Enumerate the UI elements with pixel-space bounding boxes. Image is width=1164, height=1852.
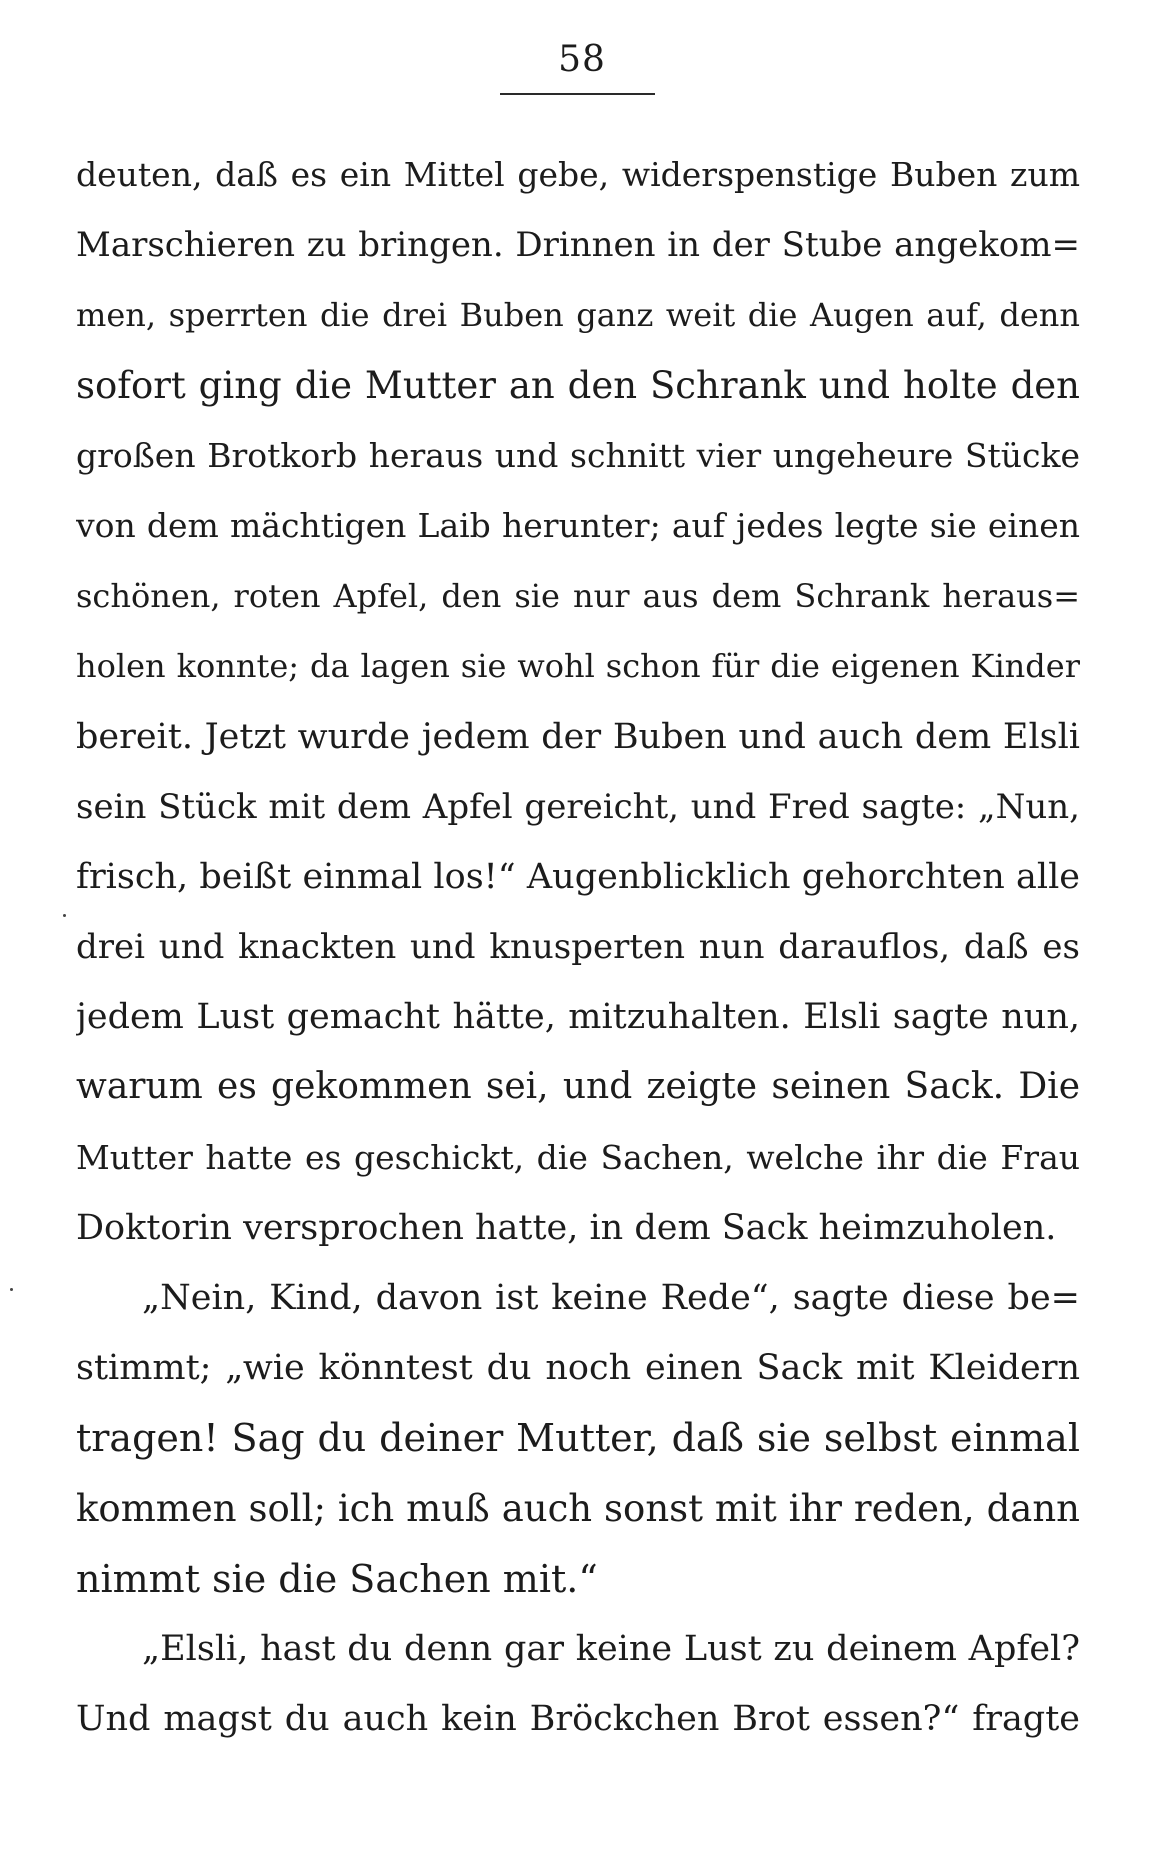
header-rule [500, 93, 655, 95]
text-line: Und magst du auch kein Bröckchen Brot essen?“ fragte [76, 1699, 1080, 1740]
text-line: frisch, beißt einmal los!“ Augenblicklich gehorchten alle [76, 856, 1080, 897]
text-line: sofort ging die Mutter an den Schrank und holte den [76, 363, 1080, 407]
text-line: Doktorin versprochen hatte, in dem Sack heimzuholen. [76, 1207, 1057, 1248]
text-line: deuten, daß es ein Mittel gebe, widerspenstige Buben zum [76, 155, 1080, 194]
text-line: von dem mächtigen Laib herunter; auf jedes legte sie einen [76, 505, 1080, 545]
page-number: 58 [558, 39, 606, 80]
text-line: men, sperrten die drei Buben ganz weit die Augen auf, denn [76, 296, 1080, 335]
text-line: tragen! Sag du deiner Mutter, daß sie selbst einmal [76, 1416, 1080, 1461]
text-line: großen Brotkorb heraus und schnitt vier ungeheure Stücke [76, 435, 1080, 475]
text-line: holen konnte; da lagen sie wohl schon für die eigenen Kinder [76, 647, 1080, 686]
paragraph-first-line: „Nein, Kind, davon ist keine Rede“, sagte diese be= [142, 1278, 1080, 1318]
text-line: Marschieren zu bringen. Drinnen in der Stube angekom= [76, 225, 1080, 266]
text-line: nimmt sie die Sachen mit.“ [76, 1556, 598, 1601]
text-line: warum es gekommen sei, und zeigte seinen Sack. Die [76, 1066, 1080, 1108]
text-line: stimmt; „wie könntest du noch einen Sack mit Kleidern [76, 1348, 1080, 1389]
text-line: drei und knackten und knusperten nun darauflos, daß es [76, 927, 1080, 968]
text-line: sein Stück mit dem Apfel gereicht, und Fred sagte: „Nun, [76, 786, 1080, 827]
paper-speck [10, 1288, 13, 1291]
text-line: schönen, roten Apfel, den sie nur aus dem Schrank heraus= [76, 577, 1080, 616]
paper-speck [63, 914, 66, 917]
text-line: bereit. Jetzt wurde jedem der Buben und auch dem Elsli [76, 716, 1080, 757]
text-line: jedem Lust gemacht hätte, mitzuhalten. Elsli sagte nun, [76, 997, 1080, 1038]
text-line: Mutter hatte es geschickt, die Sachen, welche ihr die Frau [76, 1137, 1080, 1177]
text-line: kommen soll; ich muß auch sonst mit ihr reden, dann [76, 1486, 1080, 1530]
body-text [76, 140, 1080, 1754]
paragraph-first-line: „Elsli, hast du denn gar keine Lust zu deinem Apfel? [142, 1628, 1080, 1669]
